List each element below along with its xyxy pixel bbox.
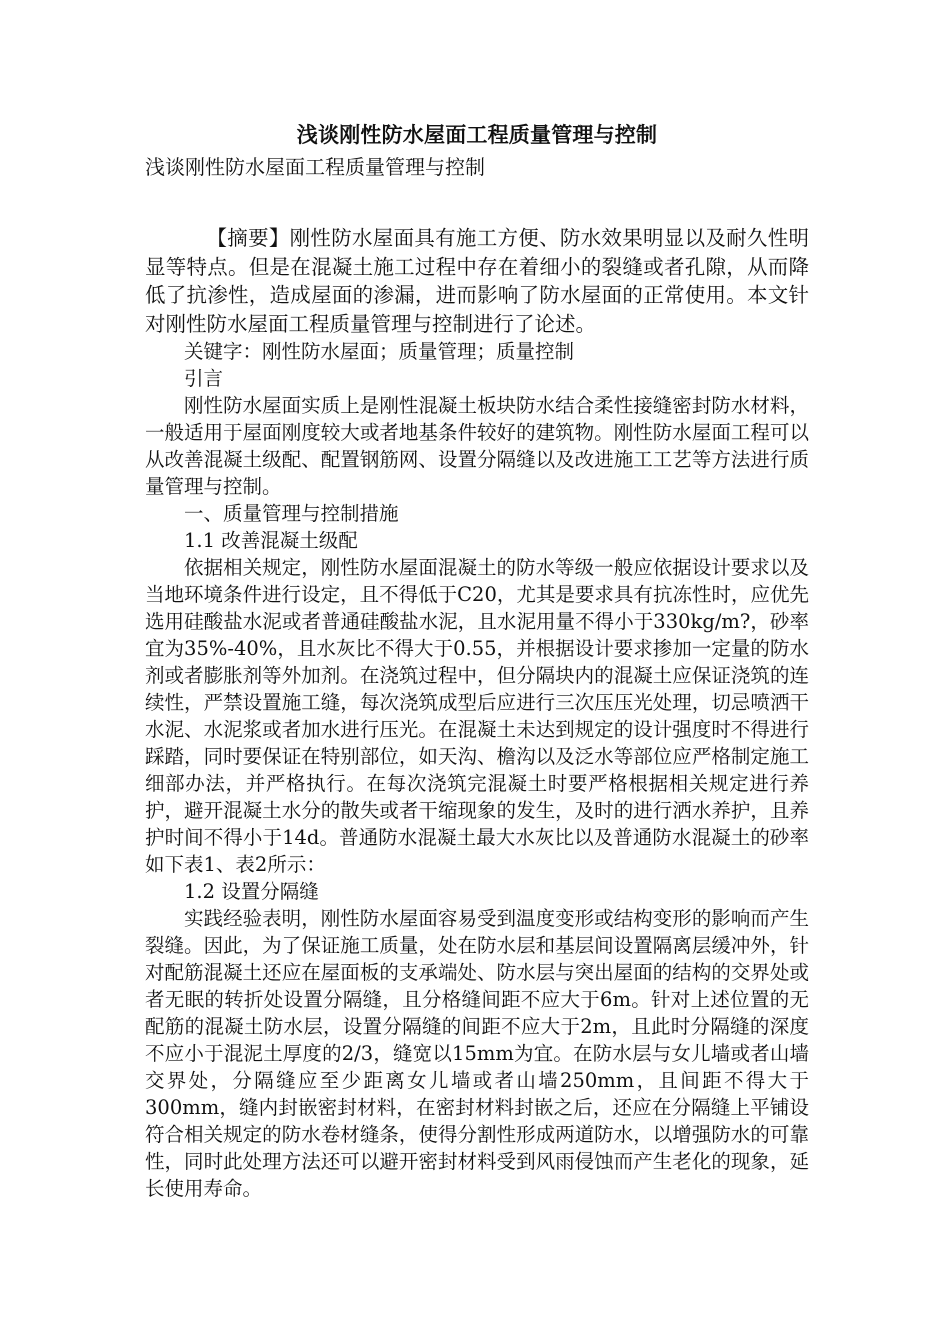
subsection-paragraph-1-1: 依据相关规定，刚性防水屋面混凝土的防水等级一般应依据设计要求以及当地环境条件进行设定，且不得低于C20，尤其是要求具有抗冻性时，应优先选用硅酸盐水泥或者普通硅酸盐水泥，且水泥用量不得小于330kg/m?，砂率宜为35%-40%，且水灰比不得大于0.55，并根据设计要求掺加一定量的防水剂或者膨胀剂等外加剂。在浇筑过程中，但分隔块内的混凝土应保证浇筑的连续性，严禁设置施工缝，每次浇筑成型后应进行三次压压光处理，切忌喷洒干水泥、水泥浆或者加水进行压光。在混凝土未达到规定的设计强度时不得进行踩踏，同时要保证在特别部位，如天沟、檐沟以及泛水等部位应严格制定施工细部办法，并严格执行。在每次浇筑完混凝土时要严格根据相关规定进行养护，避开混凝土水分的散失或者干缩现象的发生，及时的进行洒水养护，且养护时间不得小于14d。普通防水混凝土最大水灰比以及普通防水混凝土的砂率如下表1、表2所示： <box>145 556 809 876</box>
intro-heading: 引言 <box>184 367 224 390</box>
subsection-paragraph-1-2: 实践经验表明，刚性防水屋面容易受到温度变形或结构变形的影响而产生裂缝。因此，为了保证施工质量，处在防水层和基层间设置隔离层缓冲外，针对配筋混凝土还应在屋面板的支承端处、防水层与突出屋面的结构的交界处或者无眠的转折处设置分隔缝，且分格缝间距不应大于6m。针对上述位置的无配筋的混凝土防水层，设置分隔缝的间距不应大于2m，且此时分隔缝的深度不应小于混泥土厚度的2/3，缝宽以15mm为宜。在防水层与女儿墙或者山墙交界处，分隔缝应至少距离女儿墙或者山墙250mm，且间距不得大于300mm，缝内封嵌密封材料，在密封材料封嵌之后，还应在分隔缝上平铺设符合相关规定的防水卷材缝条，使得分割性形成两道防水，以增强防水的可靠性，同时此处理方法还可以避开密封材料受到风雨侵蚀而产生老化的现象，延长使用寿命。 <box>145 907 809 1200</box>
document-subtitle: 浅谈刚性防水屋面工程质量管理与控制 <box>145 155 485 179</box>
abstract-paragraph: 【摘要】刚性防水屋面具有施工方便、防水效果明显以及耐久性明显等特点。但是在混凝土施工过程中存在着细小的裂缝或者孔隙，从而降低了抗渗性，造成屋面的渗漏，进而影响了防水屋面的正常使用。本文针对刚性防水屋面工程质量管理与控制进行了论述。 <box>145 226 809 336</box>
document-title: 浅谈刚性防水屋面工程质量管理与控制 <box>296 122 658 147</box>
subsection-heading-1-2: 1.2 设置分隔缝 <box>184 880 319 903</box>
section-heading-1: 一、质量管理与控制措施 <box>184 502 399 525</box>
keywords-line: 关键字：刚性防水屋面；质量管理；质量控制 <box>184 340 575 363</box>
intro-paragraph: 刚性防水屋面实质上是刚性混凝土板块防水结合柔性接缝密封防水材料，一般适用于屋面刚度较大或者地基条件较好的建筑物。刚性防水屋面工程可以从改善混凝土级配、配置钢筋网、设置分隔缝以及改进施工工艺等方法进行质量管理与控制。 <box>145 394 809 498</box>
document-page <box>145 118 809 1202</box>
subsection-heading-1-1: 1.1 改善混凝土级配 <box>184 529 358 552</box>
